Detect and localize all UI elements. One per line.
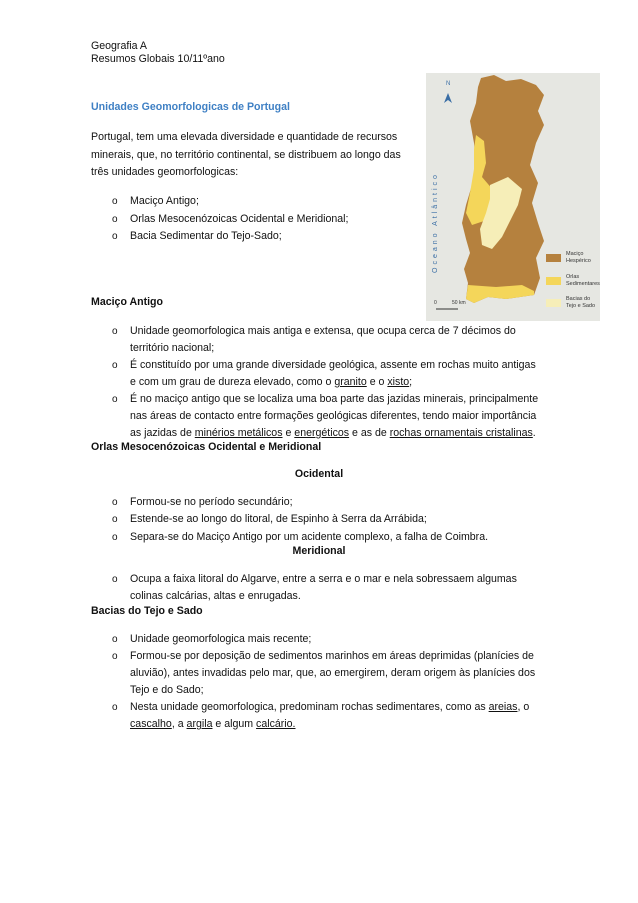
bullet-marker: o — [112, 196, 118, 207]
intro-line-3: três unidades geomorfologicas: — [91, 166, 239, 178]
macico-b1-line1: Unidade geomorfologica mais antiga e extensa, que ocupa cerca de 7 décimos do — [130, 325, 516, 337]
term-argila: argila — [186, 718, 213, 730]
intro-bullet-1: Maciço Antigo; — [130, 195, 199, 207]
term-rochas-ornamentais: rochas ornamentais cristalinas — [389, 427, 533, 439]
bullet-marker: o — [112, 394, 118, 405]
header-subject: Geografia A — [91, 40, 147, 52]
section-title-unidades: Unidades Geomorfologicas de Portugal — [91, 101, 290, 113]
bullet-marker: o — [112, 702, 118, 713]
section-title-macico: Maciço Antigo — [91, 296, 163, 308]
ocidental-bullet-3: Separa-se do Maciço Antigo por um acidente complexo, a falha de Coimbra. — [130, 531, 489, 543]
intro-bullet-2: Orlas Mesocenózoicas Ocidental e Meridional; — [130, 213, 349, 225]
legend-swatch-orlas — [546, 277, 561, 285]
term-xisto: xisto — [387, 376, 410, 388]
bacias-b3-line1: Nesta unidade geomorfologica, predominam rochas sedimentares, como as areias, o — [130, 701, 530, 713]
subheading-ocidental: Ocidental — [294, 468, 344, 480]
ocidental-bullet-1: Formou-se no período secundário; — [130, 496, 293, 508]
legend-label-orlas: Orlas Sedimentares — [566, 274, 600, 287]
bullet-marker: o — [112, 574, 118, 585]
macico-b2-line1: É constituído por uma grande diversidade geológica, assente em rochas muito antigas — [130, 359, 536, 371]
bacias-b2-line1: Formou-se por deposição de sedimentos marinhos em áreas deprimidas (planícies de — [130, 650, 534, 662]
header-subtitle: Resumos Globais 10/11ºano — [91, 53, 225, 65]
bullet-marker: o — [112, 360, 118, 371]
bacias-b2-line3: Tejo e do Sado; — [130, 684, 204, 696]
intro-line-1: Portugal, tem uma elevada diversidade e quantidade de recursos — [91, 131, 398, 143]
bullet-marker: o — [112, 214, 118, 225]
orla-meridional-region — [466, 285, 534, 303]
legend-swatch-bacias — [546, 299, 561, 307]
term-minerios-metalicos: minérios metálicos — [194, 427, 283, 439]
macico-b2-line2: e com um grau de dureza elevado, como o granito e o xisto; — [130, 376, 413, 388]
ocidental-bullet-2: Estende-se ao longo do litoral, de Espinho à Serra da Arrábida; — [130, 513, 427, 525]
bacias-b3-line2: cascalho, a argila e algum calcário. — [130, 718, 296, 730]
bullet-marker: o — [112, 651, 118, 662]
term-energeticos: energéticos — [294, 427, 350, 439]
macico-b1-line2: território nacional; — [130, 342, 215, 354]
north-label: N — [446, 81, 451, 87]
section-title-bacias: Bacias do Tejo e Sado — [91, 605, 203, 617]
legend-label-macico: Maciço Hespérico — [566, 251, 591, 264]
macico-b3-line3: as jazidas de minérios metálicos e energéticos e as de rochas ornamentais cristalinas. — [130, 427, 536, 439]
meridional-line-2: colinas calcárias, altas e enrugadas. — [130, 590, 301, 602]
bullet-marker: o — [112, 514, 118, 525]
intro-bullet-3: Bacia Sedimentar do Tejo-Sado; — [130, 230, 282, 242]
bullet-marker: o — [112, 326, 118, 337]
subheading-meridional: Meridional — [292, 545, 346, 557]
bullet-marker: o — [112, 497, 118, 508]
portugal-geomorphology-map — [426, 73, 600, 321]
scale-label: 50 km — [452, 300, 466, 306]
legend-swatch-macico — [546, 254, 561, 262]
bullet-marker: o — [112, 634, 118, 645]
term-areias: areias — [488, 701, 518, 713]
scale-zero-label: 0 — [434, 300, 437, 306]
macico-b3-line1: É no maciço antigo que se localiza uma boa parte das jazidas minerais, principalmente — [130, 393, 539, 405]
bullet-marker: o — [112, 532, 118, 543]
legend-label-bacias: Bacias do Tejo e Sado — [566, 296, 596, 309]
ocean-label: Oceano Atlântico — [432, 172, 439, 273]
bacias-bullet-1: Unidade geomorfologica mais recente; — [130, 633, 312, 645]
macico-b3-line2: nas áreas de contacto entre formações geológicas diferentes, tendo maior importância — [130, 410, 537, 422]
intro-line-2: minerais, que, no território continental, se distribuem ao longo das — [91, 149, 401, 161]
bullet-marker: o — [112, 231, 118, 242]
term-granito: granito — [334, 376, 367, 388]
term-calcario: calcário. — [256, 718, 296, 730]
meridional-line-1: Ocupa a faixa litoral do Algarve, entre a serra e o mar e nela sobressaem algumas — [130, 573, 517, 585]
bacias-b2-line2: aluvião), antes invadidas pelo mar, que, ao emergirem, deram origem às planícies dos — [130, 667, 536, 679]
section-title-orlas: Orlas Mesocenózoicas Ocidental e Meridional — [91, 441, 322, 453]
term-cascalho: cascalho — [130, 718, 172, 730]
north-arrow-icon — [444, 93, 452, 103]
